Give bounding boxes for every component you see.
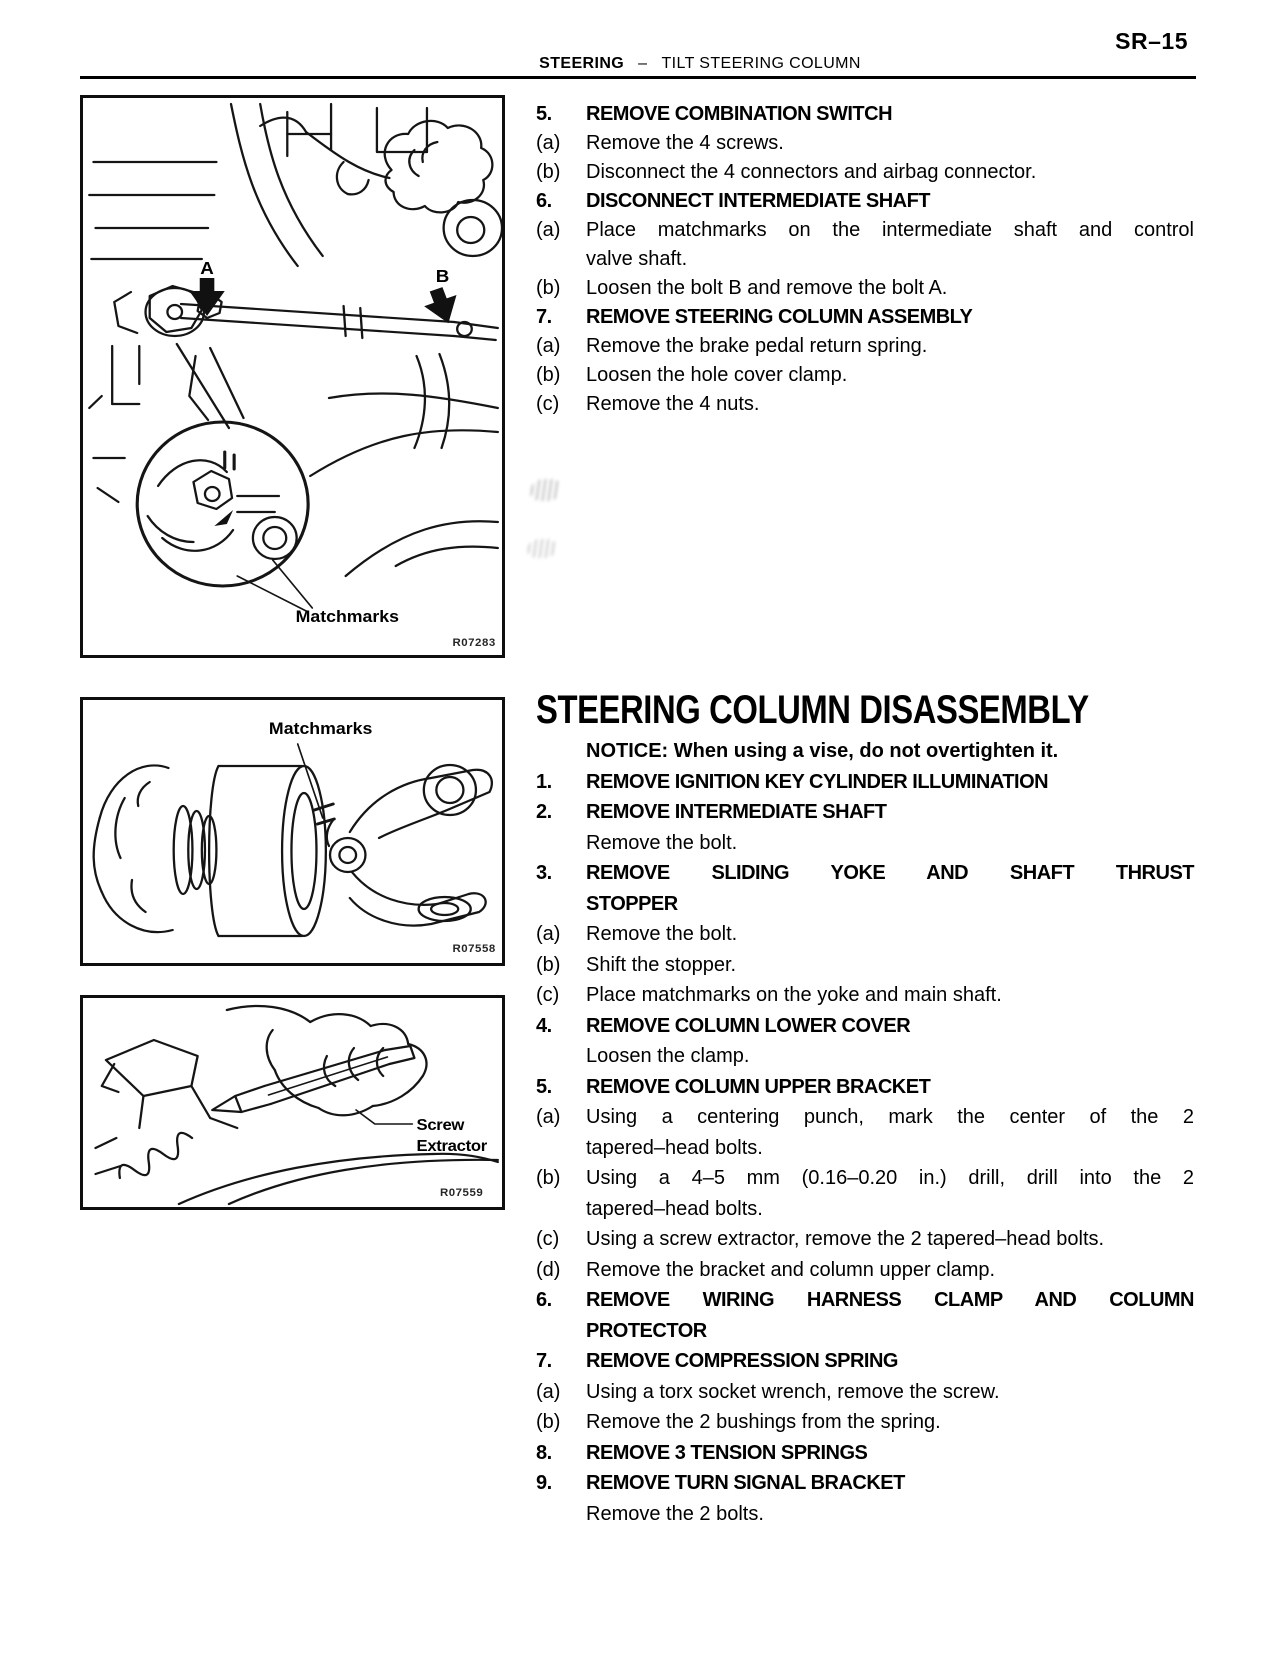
figure-code: R07558 [452,943,496,955]
step-marker [536,828,586,859]
procedure-step [536,1072,1194,1103]
procedure-substep [536,158,1194,187]
procedure-substep [536,332,1194,361]
step-text: REMOVE WIRING HARNESS CLAMP AND COLUMN PROTECTOR [586,1289,1194,1342]
callout-b-label: B [435,265,450,286]
callout-a-label: A [200,257,214,278]
step-text: REMOVE COMBINATION SWITCH [586,103,893,125]
step-marker: 4. [536,1014,552,1037]
matchmarks-label: Matchmarks [268,718,373,738]
procedure-step [536,1438,1194,1469]
procedure-substep [536,919,1194,950]
removal-procedure [536,100,1194,419]
procedure-substep [536,216,1194,274]
step-text: REMOVE COMPRESSION SPRING [586,1350,898,1372]
step-marker: (a) [536,1380,561,1403]
page-header [60,55,1280,73]
step-marker: (c) [536,393,560,415]
procedure-substep [536,1407,1194,1438]
procedure-substep [536,1163,1194,1224]
procedure-step [536,303,1194,332]
page-number: SR–15 [1115,28,1188,54]
step-marker: (b) [536,953,561,976]
step-text: REMOVE TURN SIGNAL BRACKET [586,1472,905,1494]
header-divider: – [638,55,648,72]
procedure-step [536,767,1194,798]
notice [536,736,1194,767]
step-text: Using a 4–5 mm (0.16–0.20 in.) drill, drill into the 2 tapered–head bolts. [586,1167,1194,1220]
step-text: Using a torx socket wrench, remove the screw. [586,1380,1000,1403]
step-marker: (a) [536,219,561,241]
step-marker [536,1041,586,1072]
step-marker: 1. [536,770,552,793]
procedure-substep [536,1255,1194,1286]
step-text: Remove the bolt. [586,831,738,854]
notice-text: NOTICE: When using a vise, do not overtighten it. [586,740,1059,762]
step-text: Using a screw extractor, remove the 2 tapered–head bolts. [586,1228,1105,1250]
step-text: Loosen the bolt B and remove the bolt A. [586,277,948,299]
step-text: REMOVE STEERING COLUMN ASSEMBLY [586,306,973,328]
step-text: Remove the brake pedal return spring. [586,335,928,357]
procedure-substep [536,1377,1194,1408]
procedure-step [536,187,1194,216]
procedure-substep [536,361,1194,390]
step-marker: (c) [536,1228,560,1250]
step-text: Remove the 4 nuts. [586,393,760,415]
figure3-drawing [83,998,502,1207]
step-marker: 7. [536,1350,552,1372]
figure-code: R07283 [452,637,496,649]
step-text: Remove the bolt. [586,923,738,945]
figure-screw-extractor [80,995,505,1210]
procedure-step [536,100,1194,129]
step-text: Place matchmarks on the intermediate shaft and control valve shaft. [586,219,1194,270]
procedure-substep [536,950,1194,981]
procedure-substep [536,980,1194,1011]
step-marker: (c) [536,984,560,1006]
screw-extractor-label-line1: Screw [416,1116,465,1134]
step-text: Using a centering punch, mark the center of the 2 tapered–head bolts. [586,1106,1194,1159]
section-title: STEERING COLUMN DISASSEMBLY [536,688,1089,732]
figure-yoke-matchmarks [80,697,505,966]
step-text: Loosen the clamp. [586,1045,750,1067]
step-marker: 6. [536,1289,552,1311]
step-text: REMOVE 3 TENSION SPRINGS [586,1441,868,1464]
step-marker: 6. [536,190,552,212]
step-text: Disconnect the 4 connectors and airbag connector. [586,161,1037,183]
disassembly-section [536,690,1194,1529]
step-text: DISCONNECT INTERMEDIATE SHAFT [586,190,931,212]
procedure-step [536,858,1194,919]
procedure-substep [536,1224,1194,1255]
step-marker: 2. [536,801,552,823]
figure-code: R07559 [439,1187,484,1199]
step-marker: (b) [536,161,561,183]
step-marker: 9. [536,1472,552,1494]
procedure-substep [536,1102,1194,1163]
header-rule [80,76,1196,79]
step-marker: 3. [536,862,552,884]
step-text: REMOVE INTERMEDIATE SHAFT [586,801,887,823]
step-text: Loosen the hole cover clamp. [586,364,848,386]
procedure-step [536,1468,1194,1499]
procedure-step [536,797,1194,828]
header-section: STEERING [539,55,625,72]
step-text: Remove the 4 screws. [586,132,784,154]
step-marker: 5. [536,103,552,125]
step-text: Place matchmarks on the yoke and main shaft. [586,984,1002,1006]
step-text: Remove the bracket and column upper clamp. [586,1258,996,1281]
step-marker: (a) [536,132,561,154]
figure2-drawing [83,700,502,963]
step-marker: 7. [536,306,552,328]
step-text: REMOVE COLUMN LOWER COVER [586,1014,911,1037]
step-marker: (a) [536,335,561,357]
scan-smudge [527,539,558,558]
step-marker: 8. [536,1441,552,1464]
procedure-substep [536,129,1194,158]
screw-extractor-label-line2: Extractor [416,1137,487,1155]
figure1-drawing [83,98,502,655]
step-text: Remove the 2 bushings from the spring. [586,1411,941,1433]
procedure-substep [536,1041,1194,1072]
header-subsection: TILT STEERING COLUMN [661,55,861,72]
step-marker: (b) [536,364,561,386]
procedure-substep [536,828,1194,859]
step-marker: 5. [536,1075,552,1098]
step-text: Shift the stopper. [586,953,737,976]
step-marker: (b) [536,277,561,299]
step-text: REMOVE SLIDING YOKE AND SHAFT THRUST STOPPER [586,862,1194,915]
step-marker [536,736,586,767]
step-marker: (a) [536,1106,561,1128]
step-marker: (a) [536,923,561,945]
step-text: Remove the 2 bolts. [586,1502,764,1525]
figure-intermediate-shaft [80,95,505,658]
procedure-substep [536,274,1194,303]
step-marker: (b) [536,1411,561,1433]
procedure-step [536,1285,1194,1346]
step-text: REMOVE COLUMN UPPER BRACKET [586,1075,931,1098]
matchmarks-label: Matchmarks [295,606,400,626]
step-text: REMOVE IGNITION KEY CYLINDER ILLUMINATION [586,770,1049,793]
scan-smudge [529,479,562,501]
procedure-step [536,1346,1194,1377]
procedure-substep [536,1499,1194,1530]
procedure-step [536,1011,1194,1042]
step-marker: (b) [536,1167,561,1189]
procedure-substep [536,390,1194,419]
step-marker [536,1499,586,1530]
step-marker: (d) [536,1258,561,1281]
